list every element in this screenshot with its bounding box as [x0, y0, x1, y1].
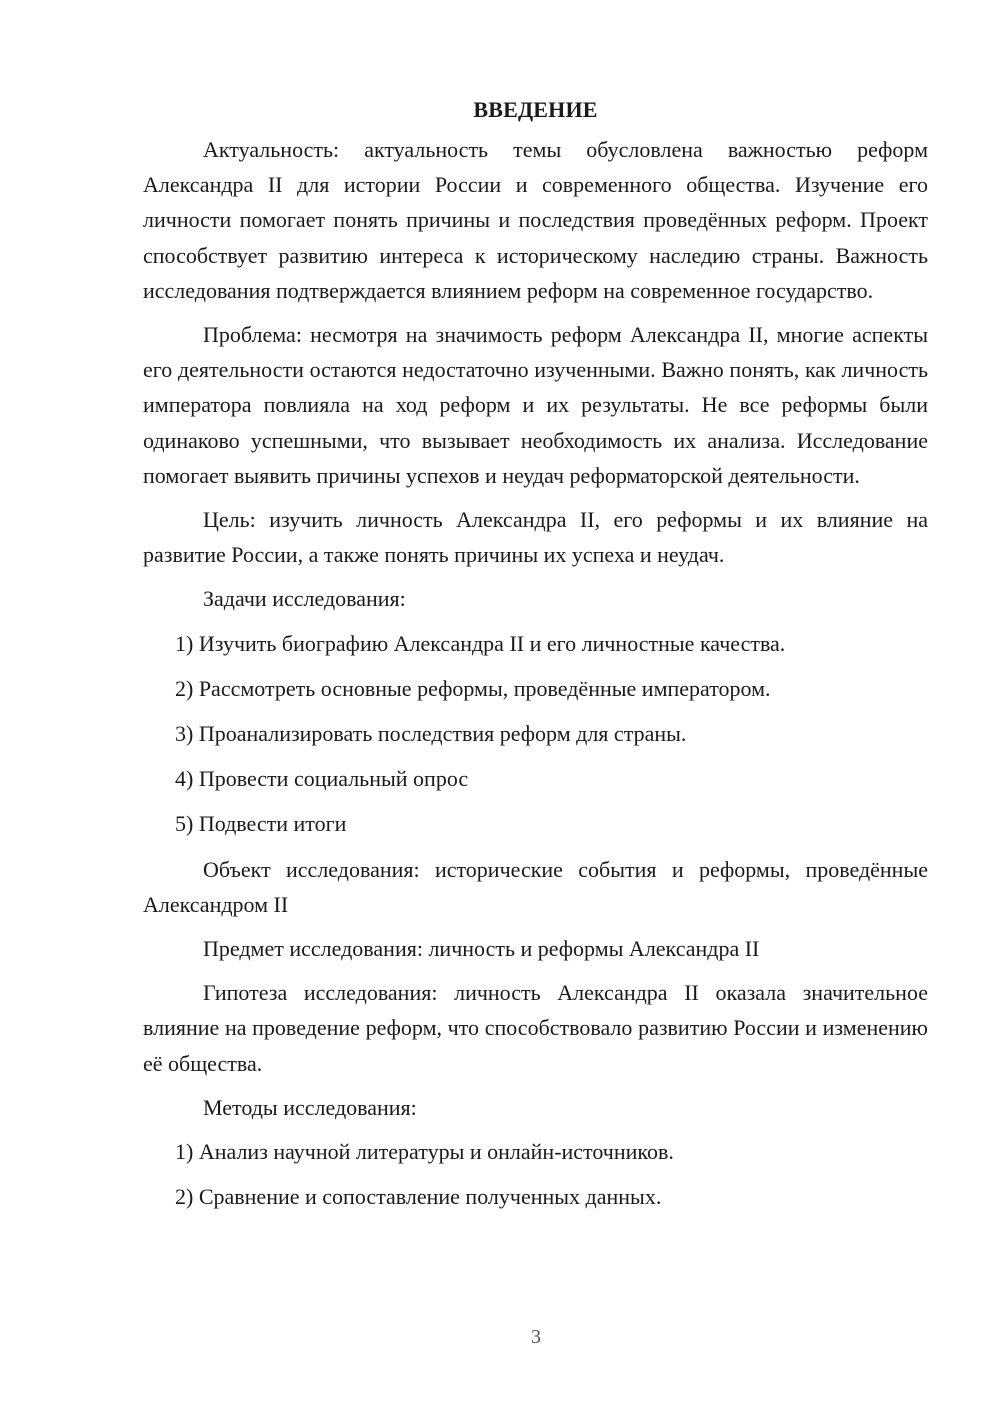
page-number: 3: [531, 1326, 541, 1348]
list-item: 5) Подвести итоги: [175, 811, 347, 837]
object-paragraph: Объект исследования: исторические события и реформы, проведённые Александром II: [143, 856, 928, 917]
methods-list: [143, 1134, 928, 1214]
tasks-heading: Задачи исследования:: [203, 586, 406, 612]
hypothesis-paragraph: Гипотеза исследования: личность Александра II оказала значительное влияние на проведение реформ, что способствовало развитию России и изменению её общества.: [143, 980, 928, 1076]
list-item: 2) Сравнение и сопоставление полученных данных.: [175, 1184, 662, 1210]
list-item: 2) Рассмотреть основные реформы, проведённые императором.: [175, 675, 771, 701]
page-content: [143, 92, 928, 1224]
relevance-paragraph: Актуальность: актуальность темы обусловлена важностью реформ Александра II для истории России и современного общества. Изучение его личности помогает понять причины и последствия проведённых реформ. Проект способствует развитию интереса к историческому наследию страны. Важность исследования подтверждается влиянием реформ на современное государство.: [143, 137, 928, 303]
subject-paragraph: Предмет исследования: личность и реформы Александра II: [203, 936, 760, 962]
list-item: 4) Провести социальный опрос: [175, 766, 469, 792]
list-item: 3) Проанализировать последствия реформ для страны.: [175, 721, 687, 747]
page-title: ВВЕДЕНИЕ: [473, 97, 598, 122]
problem-paragraph: Проблема: несмотря на значимость реформ Александра II, многие аспекты его деятельности остаются недостаточно изученными. Важно понять, как личность императора повлияла на ход реформ и их результаты. Не все реформы были одинаково успешными, что вызывает необходимость их анализа. Исследование помогает выявить причины успехов и неудач реформаторской деятельности.: [143, 322, 928, 488]
goal-paragraph: Цель: изучить личность Александра II, его реформы и их влияние на развитие России, а также понять причины их успеха и неудач.: [143, 507, 928, 568]
methods-heading: Методы исследования:: [203, 1094, 417, 1120]
tasks-list: [143, 626, 928, 842]
list-item: 1) Изучить биографию Александра II и его личностные качества.: [175, 630, 786, 656]
list-item: 1) Анализ научной литературы и онлайн-источников.: [175, 1139, 674, 1165]
